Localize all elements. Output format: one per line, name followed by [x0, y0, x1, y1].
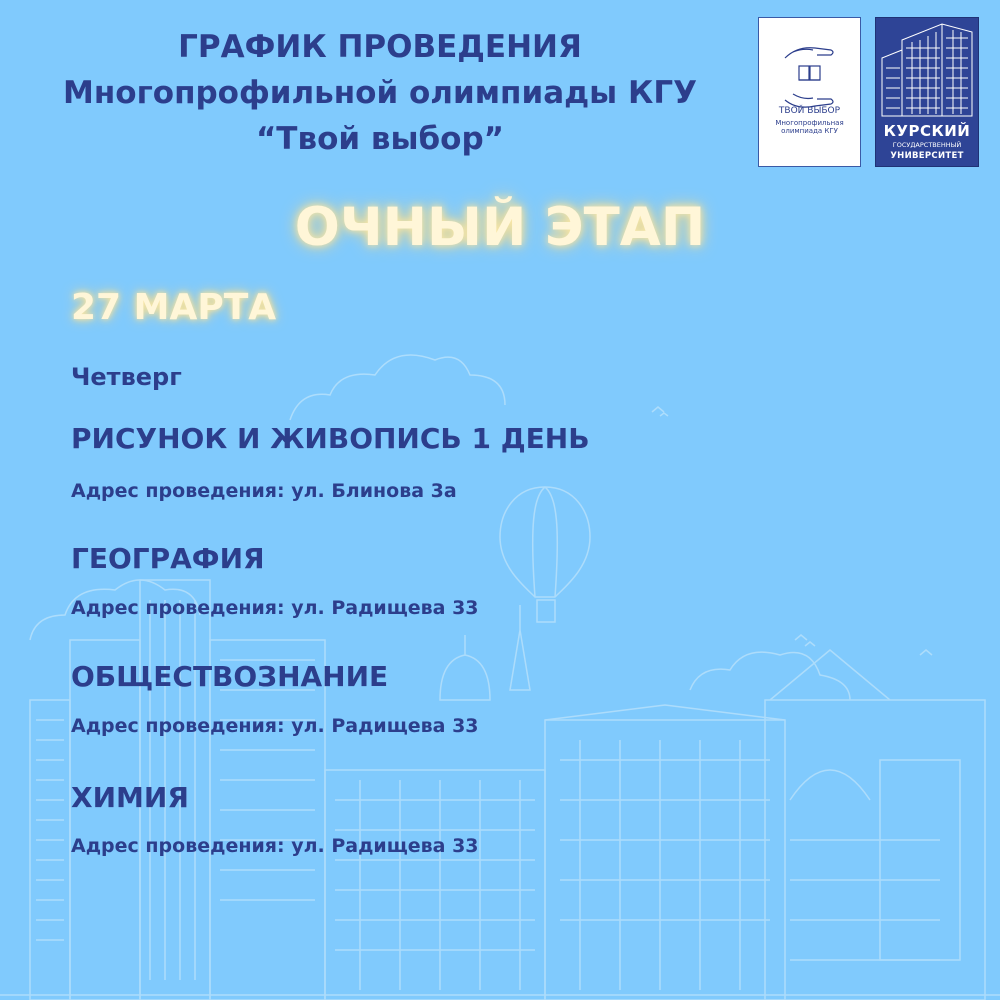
event-date: 27 МАРТА: [71, 287, 277, 328]
university-logo-line-1: КУРСКИЙ: [883, 122, 971, 140]
olympiad-logo-title: ТВОЙ ВЫБОР: [778, 106, 841, 116]
title-line-1: ГРАФИК ПРОВЕДЕНИЯ: [178, 29, 582, 65]
event-address: Адрес проведения: ул. Блинова 3а: [71, 480, 457, 502]
olympiad-logo-subtitle: Многопрофильная олимпиада КГУ: [775, 119, 844, 135]
title-line-3: “Твой выбор”: [255, 121, 505, 157]
hands-book-icon: [759, 18, 860, 108]
stage-title: ОЧНЫЙ ЭТАП: [294, 197, 706, 258]
title-line-2: Многопрофильной олимпиады КГУ: [63, 75, 697, 111]
event-address: Адрес проведения: ул. Радищева 33: [71, 835, 479, 857]
university-logo-line-2: ГОСУДАРСТВЕННЫЙ: [892, 141, 962, 149]
event-address: Адрес проведения: ул. Радищева 33: [71, 597, 479, 619]
event-subject: ОБЩЕСТВОЗНАНИЕ: [71, 660, 389, 693]
event-subject: ГЕОГРАФИЯ: [71, 542, 265, 575]
page-title: [0, 24, 760, 162]
olympiad-logo: [758, 17, 861, 167]
event-subject: РИСУНОК И ЖИВОПИСЬ 1 ДЕНЬ: [71, 422, 590, 455]
university-logo: [875, 17, 979, 167]
event-address: Адрес проведения: ул. Радищева 33: [71, 715, 479, 737]
university-building-icon: [876, 18, 978, 118]
event-weekday: Четверг: [71, 363, 182, 391]
event-subject: ХИМИЯ: [71, 781, 189, 814]
university-logo-line-3: УНИВЕРСИТЕТ: [890, 151, 964, 161]
